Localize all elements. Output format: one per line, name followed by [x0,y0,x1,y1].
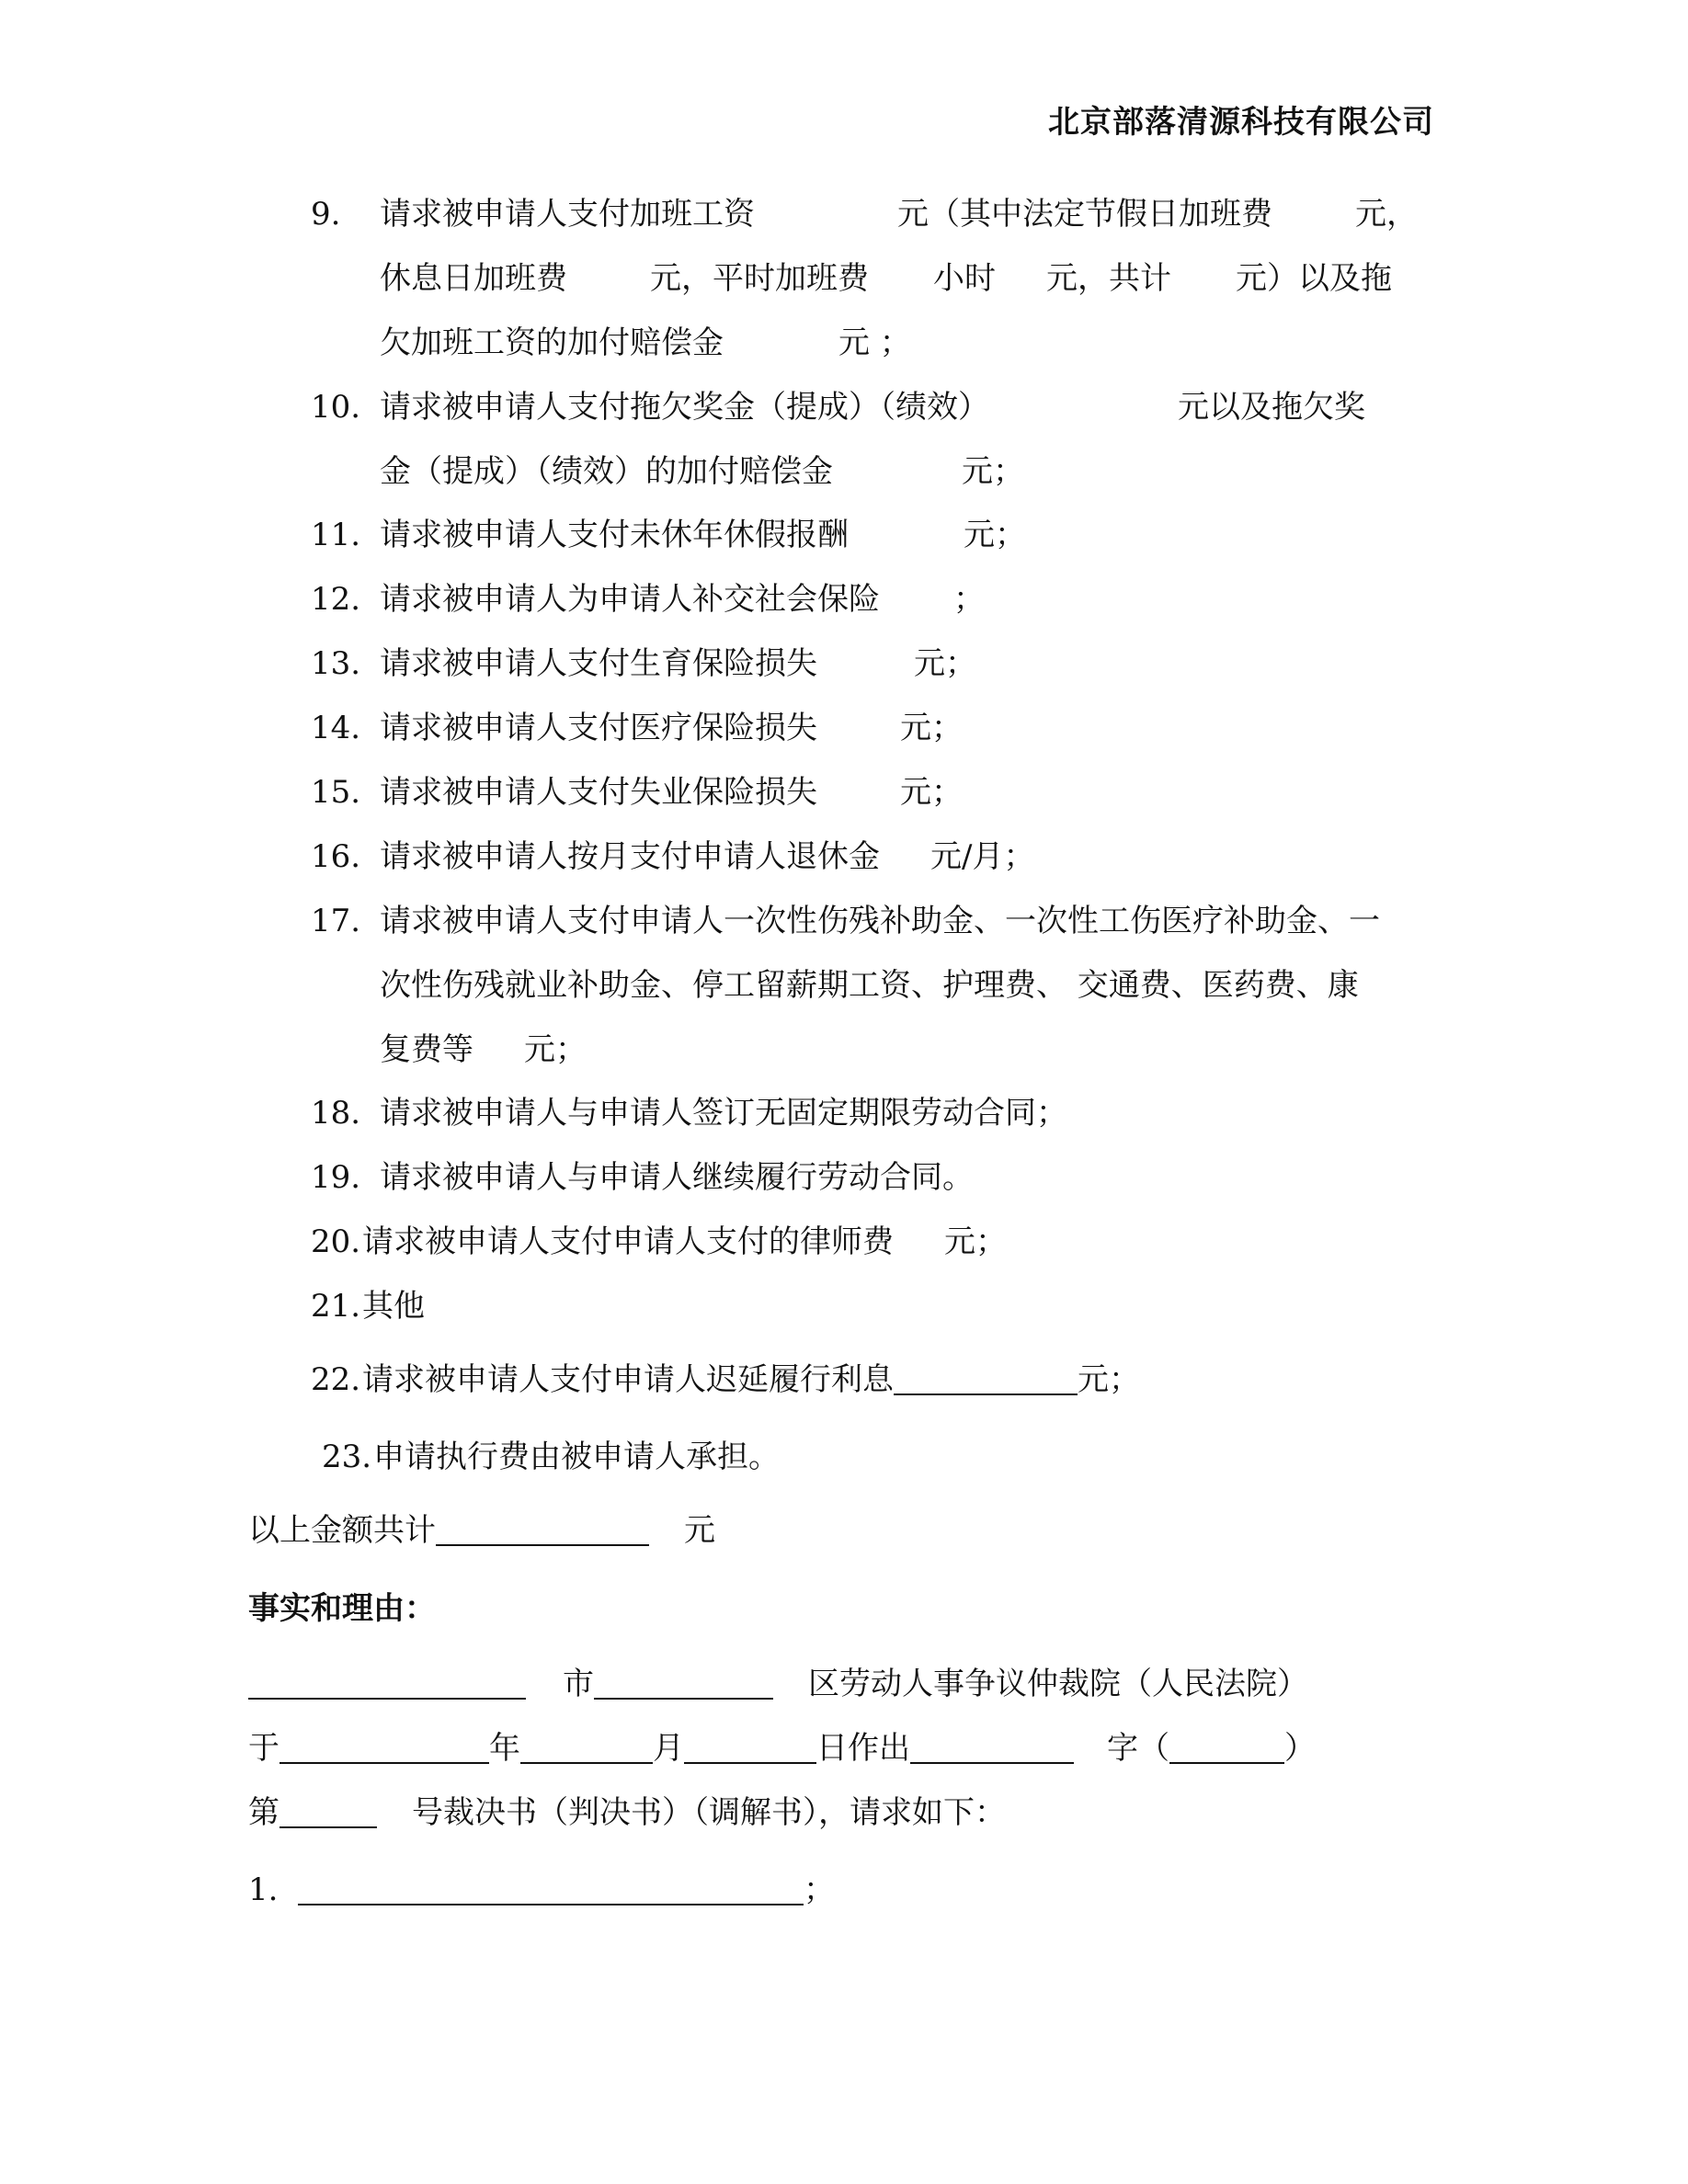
item-number: 17. [311,903,361,939]
blank[interactable] [279,1731,489,1764]
item-21: 21.其他 [311,1288,425,1325]
item-9-line-2: 休息日加班费 元，平时加班费 小时 元，共计 元）以及拖 [380,260,1392,297]
item-17-line-1: 17. 请求被申请人支付申请人一次性伤残补助金、一次性工伤医疗补助金、一 [311,903,1380,939]
item-number: 9. [311,196,341,233]
total-amount-blank[interactable] [436,1513,649,1546]
blank[interactable] [298,1872,804,1905]
item-17-line-3: 复费等 元； [380,1031,587,1068]
company-name: 北京部落清源科技有限公司 [1048,104,1434,141]
item-13: 13. 请求被申请人支付生育保险损失 元； [311,645,976,682]
item-14: 14. 请求被申请人支付医疗保险损失 元； [311,710,963,746]
item-number: 16. [311,838,361,875]
total-amount-line: 以上金额共计 元 [248,1512,715,1549]
item-23: 23.申请执行费由被申请人承担。 [322,1439,780,1475]
item-10-line-2: 金（提成）（绩效）的加付赔偿金 元； [380,453,1024,490]
facts-line-4: 1. ； [248,1871,835,1908]
item-16: 16. 请求被申请人按月支付申请人退休金 元/月； [311,838,1035,875]
facts-line-3: 第 号裁决书（判决书）（调解书），请求如下： [248,1794,1006,1831]
item-20: 20.请求被申请人支付申请人支付的律师费 元； [311,1223,1007,1260]
item-number: 22. [311,1361,361,1398]
blank[interactable] [248,1666,526,1700]
blank[interactable] [1169,1731,1284,1764]
facts-line-1: 市 区劳动人事争议仲裁院（人民法院） [248,1666,1308,1702]
item-9-line-1: 9. 请求被申请人支付加班工资 元（其中法定节假日加班费 元， [311,196,1418,233]
item-number: 15. [311,774,361,811]
blank[interactable] [520,1731,653,1764]
item-18: 18. 请求被申请人与申请人签订无固定期限劳动合同； [311,1095,1067,1132]
item-11: 11. 请求被申请人支付未休年休假报酬 元； [311,517,1026,553]
item-number: 21. [311,1288,361,1325]
blank[interactable] [910,1731,1074,1764]
item-number: 14. [311,710,361,746]
item-number: 10. [311,389,361,426]
blank[interactable] [594,1666,773,1700]
interest-amount-blank[interactable] [894,1362,1078,1395]
item-19: 19. 请求被申请人与申请人继续履行劳动合同。 [311,1159,974,1196]
facts-line-2: 于 年 月 日作出 字（ ） [248,1730,1316,1767]
item-number: 23. [322,1439,372,1475]
blank[interactable] [279,1795,377,1828]
item-number: 18. [311,1095,361,1132]
item-22: 22.请求被申请人支付申请人迟延履行利息 元； [311,1361,1140,1398]
item-number: 13. [311,645,361,682]
item-number: 20. [311,1223,361,1260]
item-number: 12. [311,581,361,618]
blank[interactable] [684,1731,816,1764]
item-12: 12. 请求被申请人为申请人补交社会保险 ； [311,581,985,618]
item-17-line-2: 次性伤残就业补助金、停工留薪期工资、护理费、 交通费、医药费、康 [380,967,1359,1004]
item-10-line-1: 10. 请求被申请人支付拖欠奖金（提成）（绩效） 元以及拖欠奖 [311,389,1365,426]
item-9-line-3: 欠加班工资的加付赔偿金 元 ； [380,324,911,361]
item-15: 15. 请求被申请人支付失业保险损失 元； [311,774,963,811]
item-number: 19. [311,1159,361,1196]
item-number: 11. [311,517,361,553]
facts-heading: 事实和理由： [248,1590,436,1627]
